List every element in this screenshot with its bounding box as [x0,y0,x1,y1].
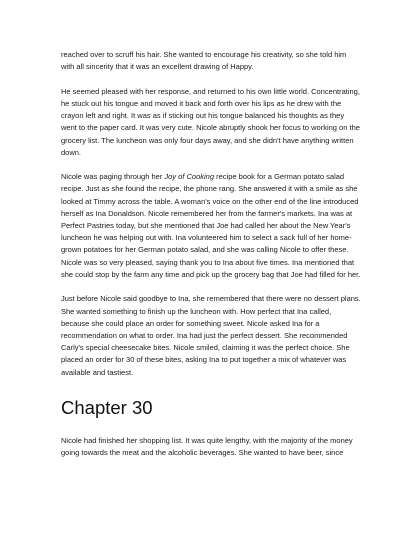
paragraph-5: Nicole had finished her shopping list. It was quite lengthy, with the majority of the money going towards the meat and the alcoholic beverages. She wanted to have beer, since [61,435,353,457]
paragraph-1: reached over to scruff his hair. She wanted to encourage his creativity, so she told him with all sincerity that it was an excellent drawing of Happy. [61,50,347,72]
paragraph-3 [61,171,361,281]
paragraph-3-rest: recipe book for a German potato salad recipe. Just as she found the recipe, the phone rang. She answered it with a smile as she looked at Timmy across the table. A woman's voice on the other end of the line introduced herself as Ina Donaldson. Nicole remembered her from the farmer's markets. Ina was at Perfect Pastries today, but she mentioned that Joe had called her about the New Year's luncheon he was helping out with. Ina volunteered him to select a sack full of her home-grown potatoes for her German potato salad, and she was calling Nicole to offer these. Nicole was so very pleased, saying thank you to Ina about five times. Ina mentioned that she could stop by the farm any time and pick up the grocery bag that Joe had filled for her. [61,172,361,279]
paragraph-4: Just before Nicole said goodbye to Ina, she remembered that there were no dessert plans. She wanted something to finish up the luncheon with. How perfect that Ina called, because she could place an order for something sweet. Nicole asked Ina for a recommendation on what to order. Ina had just the perfect dessert. She recommended Carly's special cheesecake bites. Nicole smiled, claiming it was the perfect choice. She placed an order for 30 of these bites, asking Ina to put together a mix of whatever was available and tastiest. [61,294,361,377]
paragraph-3-lead: Nicole was paging through her [61,172,165,182]
book-title: Joy of Cooking [164,172,215,182]
paragraph-2: He seemed pleased with her response, and returned to his own little world. Concentrating, he stuck out his tongue and moved it back and forth over his lips as he drew with the crayon left and right. It was as if sticking out his tongue balanced his thoughts as they went to the paper card. It was very cute. Nicole abruptly shook her focus to working on the grocery list. The luncheon was only four days away, and she didn't have anything written down. [61,86,360,157]
chapter-heading: Chapter 30 [61,396,153,418]
document-body [61,49,361,471]
